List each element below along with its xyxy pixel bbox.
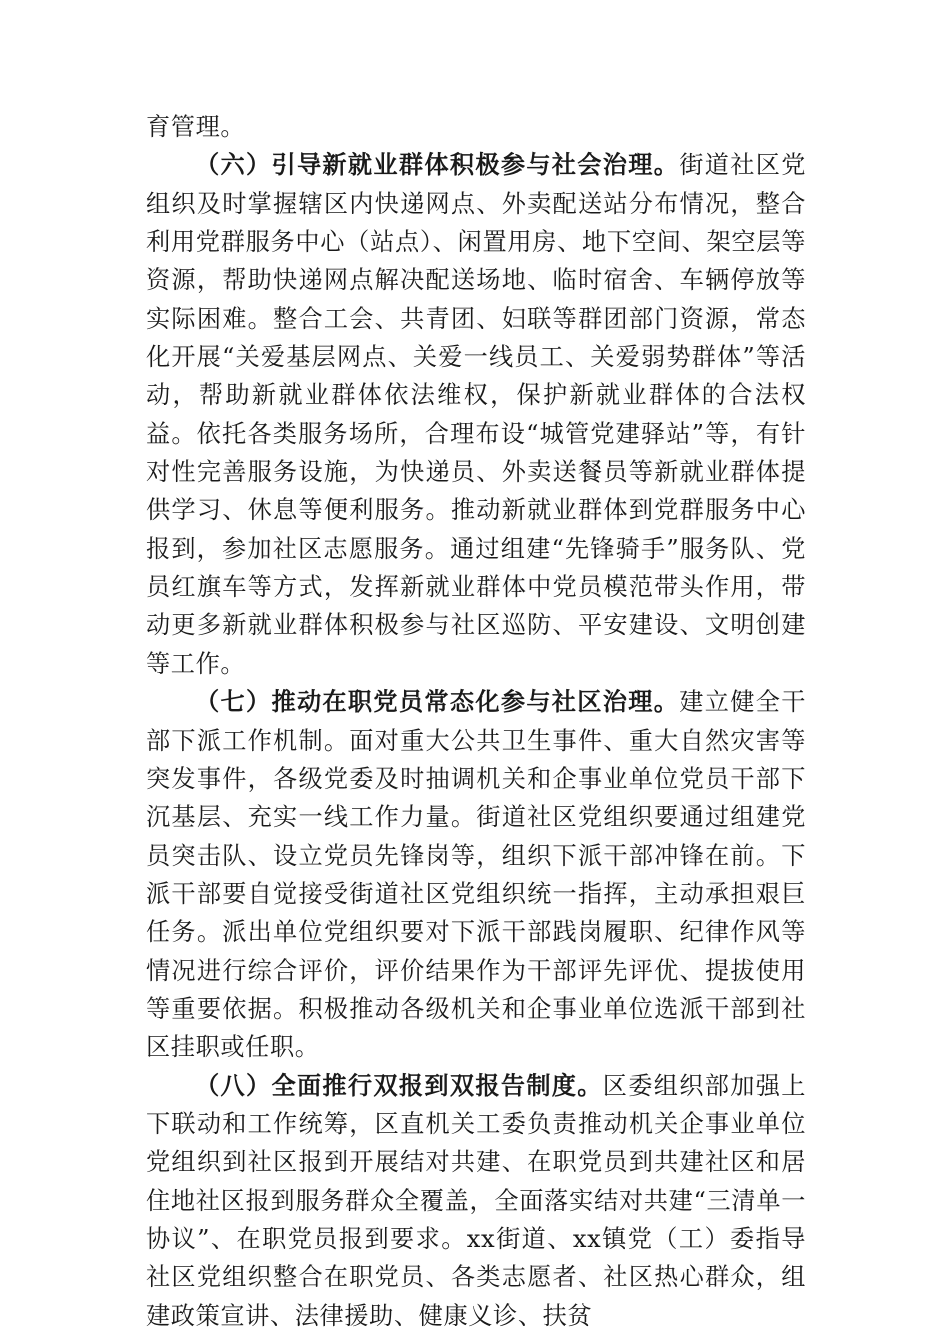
- section-7-body: 建立健全干部下派工作机制。面对重大公共卫生事件、重大自然灾害等突发事件，各级党委及时抽调机关和企事业单位党员干部下沉基层、充实一线工作力量。街道社区党组织要通过组建党员突击队、设立党员先锋岗等，组织下派干部冲锋在前。下派干部要自觉接受街道社区党组织统一指挥，主动承担艰巨任务。派出单位党组织要对下派干部践岗履职、纪律作风等情况进行综合评价，评价结果作为干部评先评优、提拔使用等重要依据。积极推动各级机关和企事业单位选派干部到社区挂职或任职。: [146, 688, 806, 1062]
- paragraph-section-7: [146, 683, 806, 1066]
- paragraph-continuation: 育管理。: [146, 113, 246, 141]
- document-page: [146, 108, 806, 1335]
- section-7-heading: （七）推动在职党员常态化参与社区治理。: [195, 688, 680, 717]
- section-6-heading: （六）引导新就业群体积极参与社会治理。: [195, 151, 680, 180]
- paragraph-section-8: [146, 1067, 806, 1335]
- section-6-body: 街道社区党组织及时掌握辖区内快递网点、外卖配送站分布情况，整合利用党群服务中心（站点）、闲置用房、地下空间、架空层等资源，帮助快递网点解决配送场地、临时宿舍、车辆停放等实际困难。整合工会、共青团、妇联等群团部门资源，常态化开展“关爱基层网点、关爱一线员工、关爱弱势群体”等活动，帮助新就业群体依法维权，保护新就业群体的合法权益。依托各类服务场所，合理布设“城管党建驿站”等，有针对性完善服务设施，为快递员、外卖送餐员等新就业群体提供学习、休息等便利服务。推动新就业群体到党群服务中心报到，参加社区志愿服务。通过组建“先锋骑手”服务队、党员红旗车等方式，发挥新就业群体中党员模范带头作用，带动更多新就业群体积极参与社区巡防、平安建设、文明创建等工作。: [146, 151, 806, 678]
- section-8-heading: （八）全面推行双报到双报告制度。: [195, 1071, 603, 1100]
- paragraph-section-6: [146, 146, 806, 683]
- section-8-body: 区委组织部加强上下联动和工作统筹，区直机关工委负责推动机关企事业单位党组织到社区报到开展结对共建、在职党员到共建社区和居住地社区报到服务群众全覆盖，全面落实结对共建“三清单一协议”、在职党员报到要求。xx街道、xx镇党（工）委指导社区党组织整合在职党员、各类志愿者、社区热心群众，组建政策宣讲、法律援助、健康义诊、扶贫: [146, 1071, 806, 1330]
